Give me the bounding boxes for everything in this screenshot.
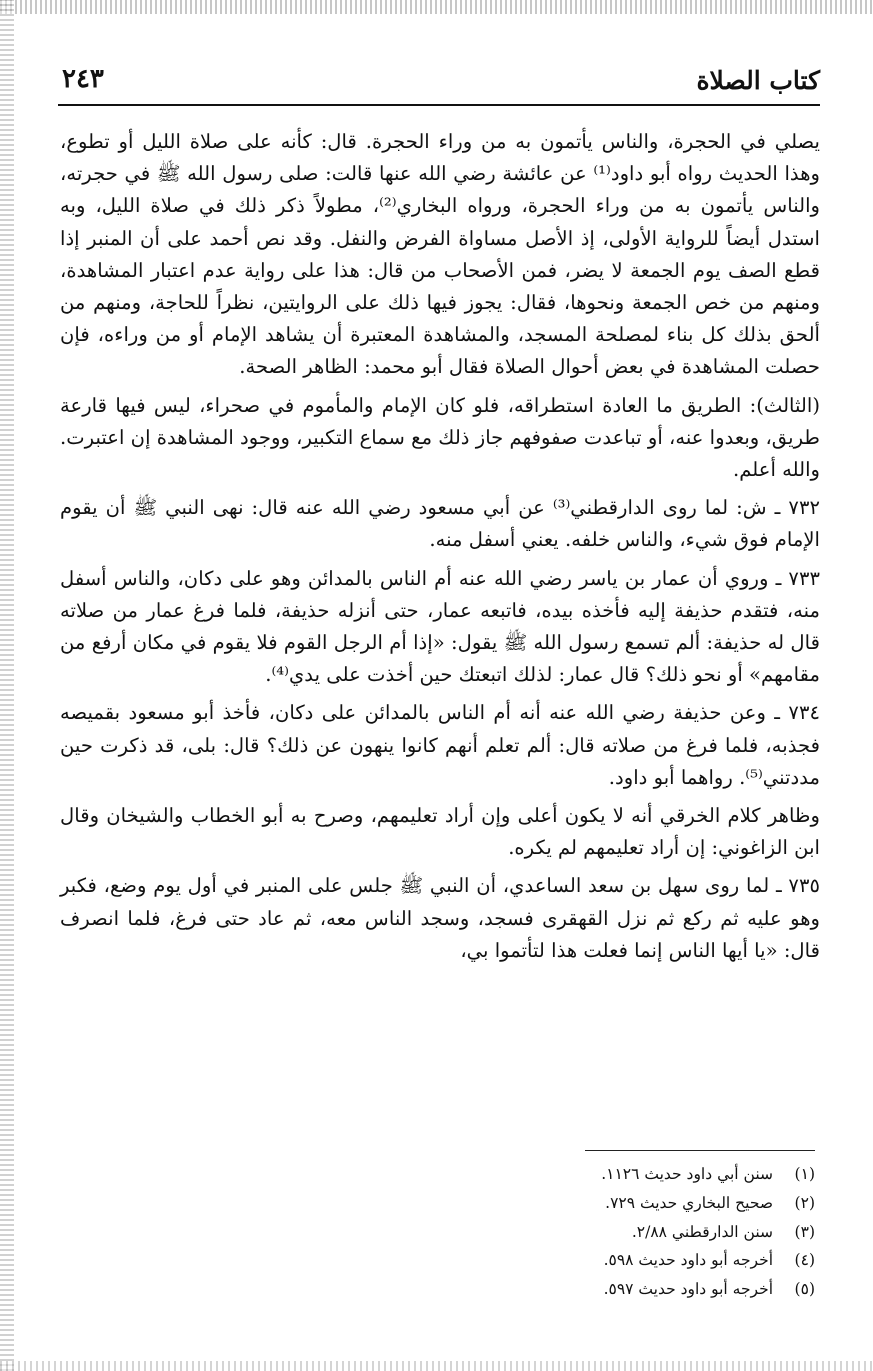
page-header <box>58 60 820 106</box>
footnotes <box>55 1160 815 1304</box>
footnote-number: (١) <box>794 1165 815 1183</box>
footnote <box>55 1275 815 1304</box>
paragraph: ٧٣٣ ـ وروي أن عمار بن ياسر رضي الله عنه أم الناس بالمدائن وهو على دكان، والناس أسفل منه، فتقدم حذيفة إليه فأخذه بيده، فاتبعه عمار، حتى أنزله حذيفة، فلما فرغ عمار من صلاته قال له حذيفة: ألم تسمع رسول الله ﷺ يقول: «إذا أم الرجل القوم فلا يقوم في مكان أرفع من مقامهم» أو نحو ذلك؟ قال عمار: لذلك اتبعتك حين أخذت على يدي⁽⁴⁾. <box>60 566 820 687</box>
page-border-bottom <box>0 1361 873 1371</box>
footnote-text: صحيح البخاري حديث ٧٢٩. <box>605 1193 773 1212</box>
footnote-number: (٢) <box>794 1193 815 1212</box>
footnote <box>55 1246 815 1275</box>
page-border-top <box>0 0 873 14</box>
footnote-separator <box>585 1150 815 1151</box>
paragraph: يصلي في الحجرة، والناس يأتمون به من وراء الحجرة. قال: كأنه على صلاة الليل أو تطوع، وهذا الحديث رواه أبو داود⁽¹⁾ عن عائشة رضي الله عنها قالت: صلى رسول الله ﷺ في حجرته، والناس يأتمون به من وراء الحجرة، ورواه البخاري⁽²⁾، مطولاً ذكر ذلك في صلاة الليل، وبه استدل أيضاً للرواية الأولى، إذ الأصل مساواة الفرض والنفل. وقد نص أحمد على أن المنبر إذا قطع الصف يوم الجمعة لا يضر، فمن الأصحاب من قال: هذا على رواية عدم اعتبار المشاهدة، ومنهم من خص الجمعة ونحوها، فقال: يجوز فيها ذلك على الروايتين، نظراً للحاجة، ومنهم من ألحق بذلك كل بناء لمصلحة المسجد، والمشاهدة المعتبرة أن يشاهد الإمام أو من وراءه، فإن حصلت المشاهدة في بعض أحوال الصلاة فقال أبو محمد: الظاهر الصحة. <box>60 130 820 379</box>
footnote <box>55 1189 815 1218</box>
footnote-text: أخرجه أبو داود حديث ٥٩٧. <box>603 1280 773 1299</box>
footnote-number: (٣) <box>794 1222 815 1241</box>
paragraph: ٧٣٥ ـ لما روى سهل بن سعد الساعدي، أن النبي ﷺ جلس على المنبر في أول يوم وضع، فكبر وهو عليه ثم ركع ثم نزل القهقرى فسجد، وسجد الناس معه، ثم عاد حتى فرغ، فلما انصرف قال: «يا أيها الناس إنما فعلت هذا لتأتموا بي، <box>60 874 820 962</box>
paragraph: ٧٣٢ ـ ش: لما روى الدارقطني⁽³⁾ عن أبي مسعود رضي الله عنه قال: نهى النبي ﷺ أن يقوم الإمام فوق شيء، والناس خلفه. يعني أسفل منه. <box>60 496 820 552</box>
paragraph: (الثالث): الطريق ما العادة استطراقه، فلو كان الإمام والمأموم في صحراء، ليس فيها قارعة طريق، وبعدوا عنه، أو تباعدت صفوفهم جاز ذلك مع سماع التكبير، ووجود المشاهدة إن اعتبرت. والله أعلم. <box>60 393 820 482</box>
footnote-text: سنن الدارقطني ٢/٨٨. <box>631 1222 773 1241</box>
footnote-number: (٥) <box>794 1280 815 1299</box>
footnote-text: أخرجه أبو داود حديث ٥٩٨. <box>603 1251 773 1270</box>
footnote <box>55 1218 815 1247</box>
paragraph: وظاهر كلام الخرقي أنه لا يكون أعلى وإن أراد تعليمهم، وصرح به أبو الخطاب والشيخان وقال ابن الزاغوني: إن أراد تعليمهم لم يكره. <box>60 804 820 860</box>
footnote-number: (٤) <box>794 1251 815 1270</box>
paragraph: ٧٣٤ ـ وعن حذيفة رضي الله عنه أنه أم الناس بالمدائن على دكان، فأخذ أبو مسعود بقميصه فجذبه، فلما فرغ من صلاته قال: ألم تعلم أنهم كانوا ينهون عن ذلك؟ قال: بلى، قد ذكرت حين مددتني⁽⁵⁾. رواهما أبو داود. <box>60 701 820 789</box>
footnote <box>55 1160 815 1189</box>
book-title: كتاب الصلاة <box>696 66 820 95</box>
page-border-left <box>0 0 14 1371</box>
footnote-text: سنن أبي داود حديث ١١٢٦. <box>601 1165 773 1183</box>
main-text <box>60 126 820 973</box>
page-number: ٢٤٣ <box>62 64 104 94</box>
